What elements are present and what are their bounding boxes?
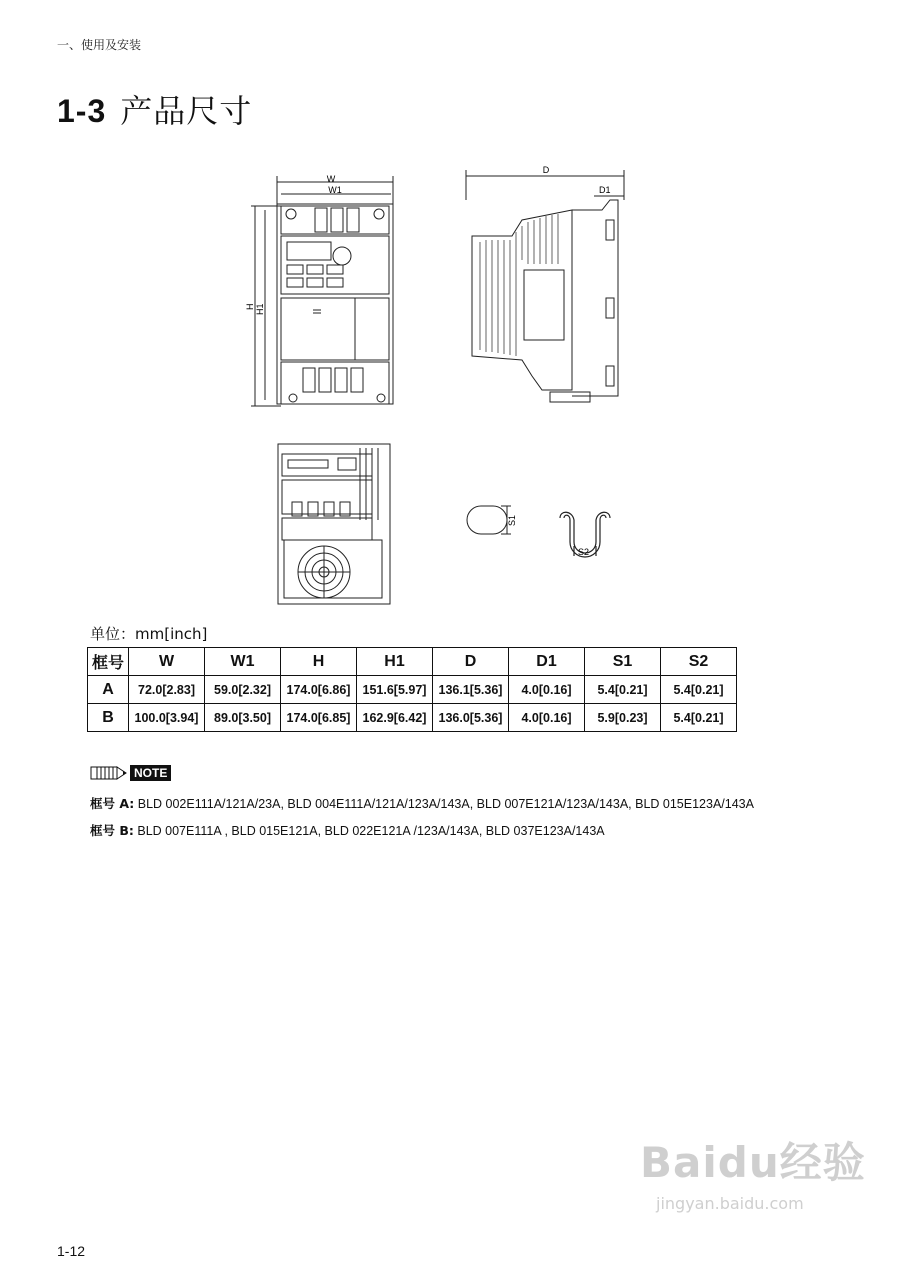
col-header: 框号 — [88, 648, 129, 676]
table-cell: 89.0[3.50] — [205, 704, 281, 732]
table-row — [88, 704, 737, 732]
frame-a-text: BLD 002E111A/121A/23A, BLD 004E111A/121A/123A/143A, BLD 007E121A/123A/143A, BLD 015E123A/143A — [134, 797, 754, 811]
section-title: 产品尺寸 — [120, 92, 253, 130]
table-cell: A — [88, 676, 129, 704]
bottom-view-drawing — [270, 440, 398, 608]
dimension-table — [87, 647, 737, 732]
table-cell: 100.0[3.94] — [129, 704, 205, 732]
page-number: 1-12 — [57, 1243, 86, 1259]
table-cell: 5.9[0.23] — [585, 704, 661, 732]
table-cell: 174.0[6.86] — [281, 676, 357, 704]
note-label: NOTE — [130, 765, 171, 781]
section-header: 一、使用及安装 — [57, 38, 142, 52]
s1-knockout-drawing — [465, 502, 520, 542]
watermark-brand: Baidu经验 — [640, 1138, 866, 1187]
front-view-drawing — [245, 170, 405, 415]
pencil-icon — [90, 764, 128, 782]
label-h1: H1 — [255, 303, 265, 315]
label-h: H — [245, 303, 255, 310]
table-cell: 151.6[5.97] — [357, 676, 433, 704]
side-view-drawing — [462, 160, 637, 410]
table-cell: 162.9[6.42] — [357, 704, 433, 732]
label-d: D — [542, 165, 550, 175]
section-number: 1-3 — [57, 93, 107, 129]
table-cell: 136.0[5.36] — [433, 704, 509, 732]
table-cell: 4.0[0.16] — [509, 676, 585, 704]
page-title — [57, 86, 252, 132]
frame-b-models — [90, 821, 605, 839]
col-header: H — [281, 648, 357, 676]
label-w1: W1 — [328, 185, 342, 195]
baidu-watermark — [640, 1130, 866, 1213]
label-w: W — [326, 174, 336, 184]
table-cell: 72.0[2.83] — [129, 676, 205, 704]
table-cell: 174.0[6.85] — [281, 704, 357, 732]
col-header: S2 — [661, 648, 737, 676]
table-cell: 136.1[5.36] — [433, 676, 509, 704]
s2-clip-drawing — [550, 496, 620, 562]
unit-label: 单位：mm[inch] — [90, 625, 208, 643]
table-cell: 4.0[0.16] — [509, 704, 585, 732]
table-row — [88, 676, 737, 704]
table-cell: 5.4[0.21] — [585, 676, 661, 704]
col-header: H1 — [357, 648, 433, 676]
table-cell: B — [88, 704, 129, 732]
table-cell: 5.4[0.21] — [661, 676, 737, 704]
label-s1: S1 — [507, 514, 517, 526]
table-cell: 59.0[2.32] — [205, 676, 281, 704]
col-header: D — [433, 648, 509, 676]
label-s2: S2 — [578, 547, 590, 557]
col-header: W — [129, 648, 205, 676]
table-header-row — [88, 648, 737, 676]
frame-a-label: 框号 A: — [90, 796, 135, 811]
watermark-url: jingyan.baidu.com — [656, 1194, 804, 1213]
frame-b-label: 框号 B: — [90, 823, 134, 838]
frame-a-models — [90, 794, 754, 812]
note-badge — [90, 764, 171, 782]
frame-b-text: BLD 007E111A , BLD 015E121A, BLD 022E121A /123A/143A, BLD 037E123A/143A — [133, 824, 605, 838]
label-d1: D1 — [599, 185, 611, 195]
col-header: S1 — [585, 648, 661, 676]
col-header: W1 — [205, 648, 281, 676]
table-cell: 5.4[0.21] — [661, 704, 737, 732]
col-header: D1 — [509, 648, 585, 676]
